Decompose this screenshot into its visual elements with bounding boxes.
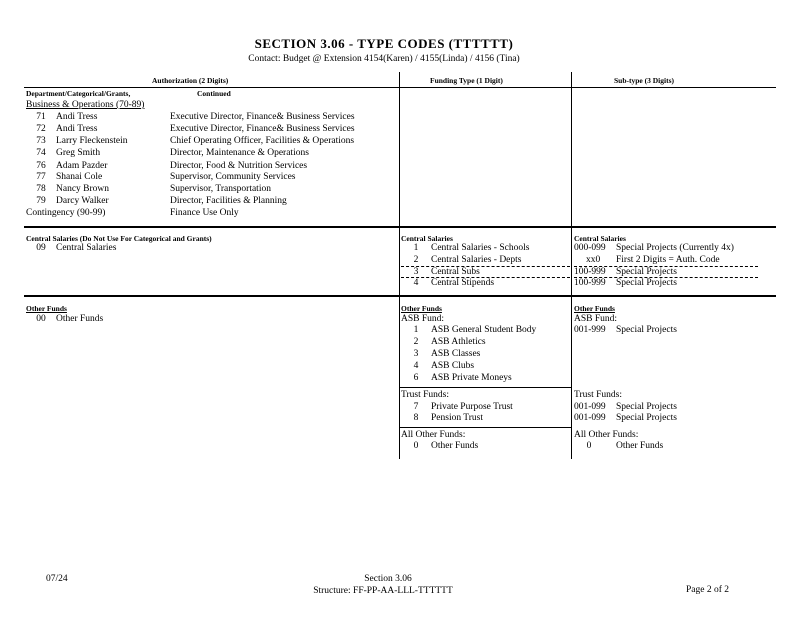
list-item: 1 ASB General Student Body	[413, 325, 537, 335]
footer-section: Section 3.06	[364, 574, 412, 584]
header-rule	[24, 87, 776, 88]
trust-funds-label: Trust Funds:	[401, 390, 449, 400]
column-divider-1	[399, 72, 400, 459]
section2-heading: Central Salaries (Do Not Use For Categorical and Grants)	[26, 234, 212, 243]
section3-heading: Other Funds	[26, 304, 67, 313]
section1-subheading: Business & Operations (70-89)	[26, 100, 145, 110]
section-divider-1	[24, 226, 776, 228]
contingency-title: Finance Use Only	[170, 208, 239, 218]
list-item: 72 Andi Tress Executive Director, Finance& Business Services	[36, 124, 355, 134]
list-item: 4 ASB Clubs	[413, 361, 475, 371]
section1-heading: Department/Categorical/Grants,	[26, 89, 131, 98]
sub-trust-funds-label: Trust Funds:	[574, 390, 622, 400]
list-item: 3 Central Subs	[413, 267, 480, 277]
list-item: 09 Central Salaries	[36, 243, 117, 253]
section-divider-2	[24, 295, 776, 297]
list-item: 6 ASB Private Moneys	[413, 373, 512, 383]
section3-funding-heading: Other Funds	[401, 304, 442, 313]
all-other-funds-label: All Other Funds:	[401, 430, 466, 440]
list-item: 78 Nancy Brown Supervisor, Transportation	[36, 184, 271, 194]
list-item: 100-999 Special Projects	[574, 278, 677, 288]
list-item: 001-099 Special Projects	[574, 402, 677, 412]
contingency-label: Contingency (90-99)	[26, 208, 106, 218]
list-item: 7 Private Purpose Trust	[413, 402, 513, 412]
list-item: 2 ASB Athletics	[413, 337, 486, 347]
section3-subtype-heading: Other Funds	[574, 304, 615, 313]
subsection-rule	[400, 427, 571, 428]
list-item: 4 Central Stipends	[413, 278, 495, 288]
list-item: 1 Central Salaries - Schools	[413, 243, 530, 253]
footer-structure: Structure: FF-PP-AA-LLL-TTTTTT	[313, 586, 453, 596]
page-title: SECTION 3.06 - TYPE CODES (TTTTTT)	[254, 36, 514, 51]
footer-date: 07/24	[46, 574, 68, 584]
section2-funding-heading: Central Salaries	[401, 234, 453, 243]
section1-continued: Continued	[197, 89, 231, 98]
list-item: 00 Other Funds	[36, 314, 104, 324]
section2-subtype-heading: Central Salaries	[574, 234, 626, 243]
asb-fund-label: ASB Fund:	[401, 314, 445, 324]
list-item: 2 Central Salaries - Depts	[413, 255, 522, 265]
list-item: 000-099 Special Projects (Currently 4x)	[574, 243, 734, 253]
list-item: 73 Larry Fleckenstein Chief Operating Officer, Facilities & Operations	[36, 136, 355, 146]
list-item: 0 Other Funds	[413, 441, 479, 451]
authorization-header: Authorization (2 Digits)	[152, 76, 229, 85]
list-item: 001-099 Special Projects	[574, 413, 677, 423]
sub-all-other-funds-label: All Other Funds:	[574, 430, 639, 440]
column-divider-2	[571, 72, 572, 459]
subsection-rule	[400, 387, 571, 388]
sub-asb-fund-label: ASB Fund:	[574, 314, 618, 324]
list-item: 0 Other Funds	[586, 441, 664, 451]
subtype-header: Sub-type (3 Digits)	[614, 76, 675, 85]
list-item: xx0 First 2 Digits = Auth. Code	[586, 255, 720, 265]
list-item: 100-999 Special Projects	[574, 267, 677, 277]
funding-header: Funding Type (1 Digit)	[430, 76, 503, 85]
list-item: 001-999 Special Projects	[574, 325, 677, 335]
page-number: Page 2 of 2	[686, 585, 730, 595]
contact-line: Contact: Budget @ Extension 4154(Karen) / 4155(Linda) / 4156 (Tina)	[248, 54, 520, 64]
list-item: 71 Andi Tress Executive Director, Finance& Business Services	[36, 112, 355, 122]
list-item: 77 Shanai Cole Supervisor, Community Services	[36, 172, 296, 182]
list-item: 74 Greg Smith Director, Maintenance & Operations	[36, 148, 309, 158]
list-item: 3 ASB Classes	[413, 349, 481, 359]
list-item: 76 Adam Pazder Director, Food & Nutrition Services	[36, 161, 308, 171]
list-item: 8 Pension Trust	[413, 413, 484, 423]
list-item: 79 Darcy Walker Director, Facilities & Planning	[36, 196, 287, 206]
